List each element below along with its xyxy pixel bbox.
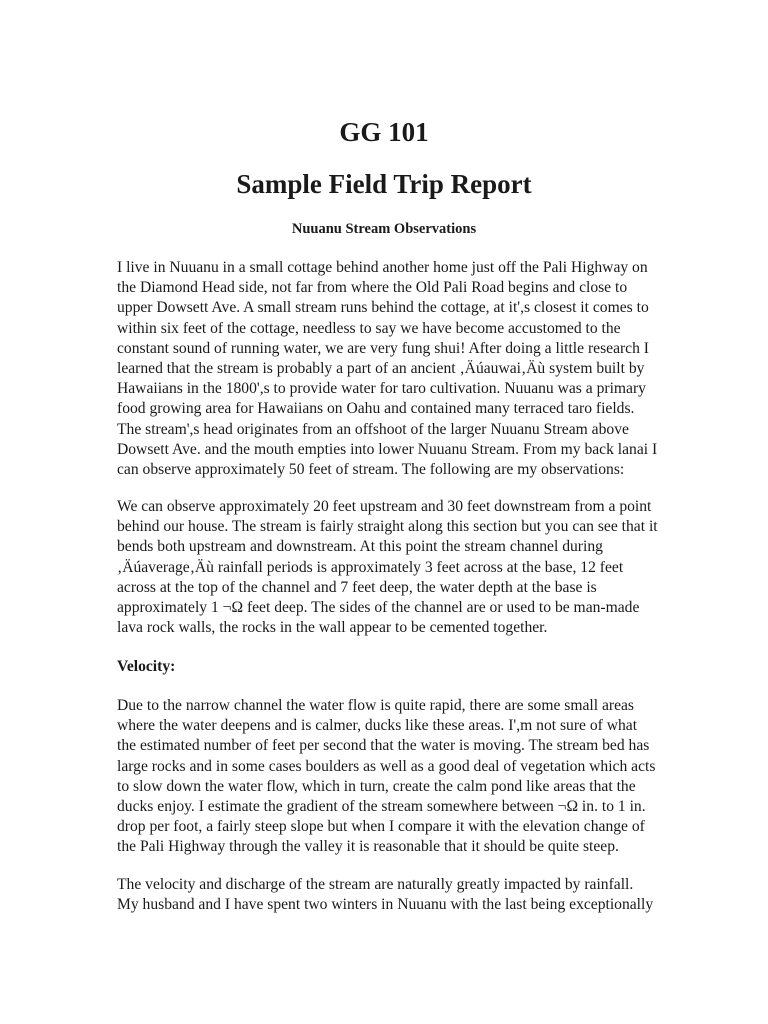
text-line: My husband and I have spent two winters in Nuuanu with the last being exceptionally — [117, 896, 654, 914]
text-line: where the water deepens and is calmer, ducks like these areas. I',m not sure of what — [117, 717, 638, 735]
text-line: ‚Äúaverage‚Äù rainfall periods is approximately 3 feet across at the base, 12 feet — [117, 558, 624, 576]
paragraph-intro — [117, 258, 687, 480]
text-line: We can observe approximately 20 feet upstream and 30 feet downstream from a point — [117, 498, 652, 515]
section-heading-velocity: Velocity: — [117, 658, 176, 675]
text-line: large rocks and in some cases boulders as well as a good deal of vegetation which acts — [117, 757, 656, 775]
text-line: constant sound of running water, we are very fung shui! After doing a little research I — [117, 339, 649, 357]
paragraph-channel — [117, 497, 687, 638]
text-line: within six feet of the cottage, needless to say we have become accustomed to the — [117, 319, 621, 337]
text-line: The stream',s head originates from an offshoot of the larger Nuuanu Stream above — [117, 420, 629, 438]
text-line: Hawaiians in the 1800',s to provide water for taro cultivation. Nuuanu was a primary — [117, 380, 646, 398]
text-line: drop per foot, a fairly steep slope but when I compare it with the elevation change of — [117, 818, 645, 836]
text-line: across at the top of the channel and 7 feet deep, the water depth at the base is — [117, 578, 597, 596]
text-line: lava rock walls, the rocks in the wall appear to be cemented together. — [117, 619, 548, 637]
paragraph-velocity — [117, 696, 687, 858]
text-line: The velocity and discharge of the stream are naturally greatly impacted by rainfall. — [117, 876, 634, 893]
text-line: bends both upstream and downstream. At this point the stream channel during — [117, 538, 603, 556]
text-line: learned that the stream is probably a part of an ancient ‚Äúauwai‚Äù system built by — [117, 360, 645, 378]
document-title-report: Sample Field Trip Report — [236, 169, 532, 199]
text-line: Dowsett Ave. and the mouth empties into lower Nuuanu Stream. From my back lanai I — [117, 440, 658, 458]
document-subtitle: Nuuanu Stream Observations — [291, 221, 477, 237]
text-line: food growing area for Hawaiians on Oahu and contained many terraced taro fields. — [117, 400, 635, 418]
text-line: the estimated number of feet per second that the water is moving. The stream bed has — [117, 737, 650, 755]
text-line: the Pali Highway through the valley it is reasonable that it should be quite steep. — [117, 838, 619, 856]
text-line: I live in Nuuanu in a small cottage behind another home just off the Pali Highway on — [117, 259, 648, 276]
text-line: can observe approximately 50 feet of stream. The following are my observations: — [117, 461, 625, 479]
text-line: Due to the narrow channel the water flow is quite rapid, there are some small areas — [117, 697, 634, 714]
text-line: ducks enjoy. I estimate the gradient of the stream somewhere between ¬Ω in. to 1 in. — [117, 798, 646, 816]
text-line: upper Dowsett Ave. A small stream runs behind the cottage, at it',s closest it comes to — [117, 299, 649, 317]
text-line: to slow down the water flow, which in turn, create the calm pond like areas that the — [117, 777, 636, 795]
text-line: behind our house. The stream is fairly straight along this section but you can see that it — [117, 518, 658, 536]
paragraph-discharge — [117, 875, 687, 915]
text-line: the Diamond Head side, not far from where the Old Pali Road begins and close to — [117, 279, 628, 297]
document-title-course: GG 101 — [339, 117, 429, 147]
text-line: approximately 1 ¬Ω feet deep. The sides of the channel are or used to be man-made — [117, 599, 640, 617]
